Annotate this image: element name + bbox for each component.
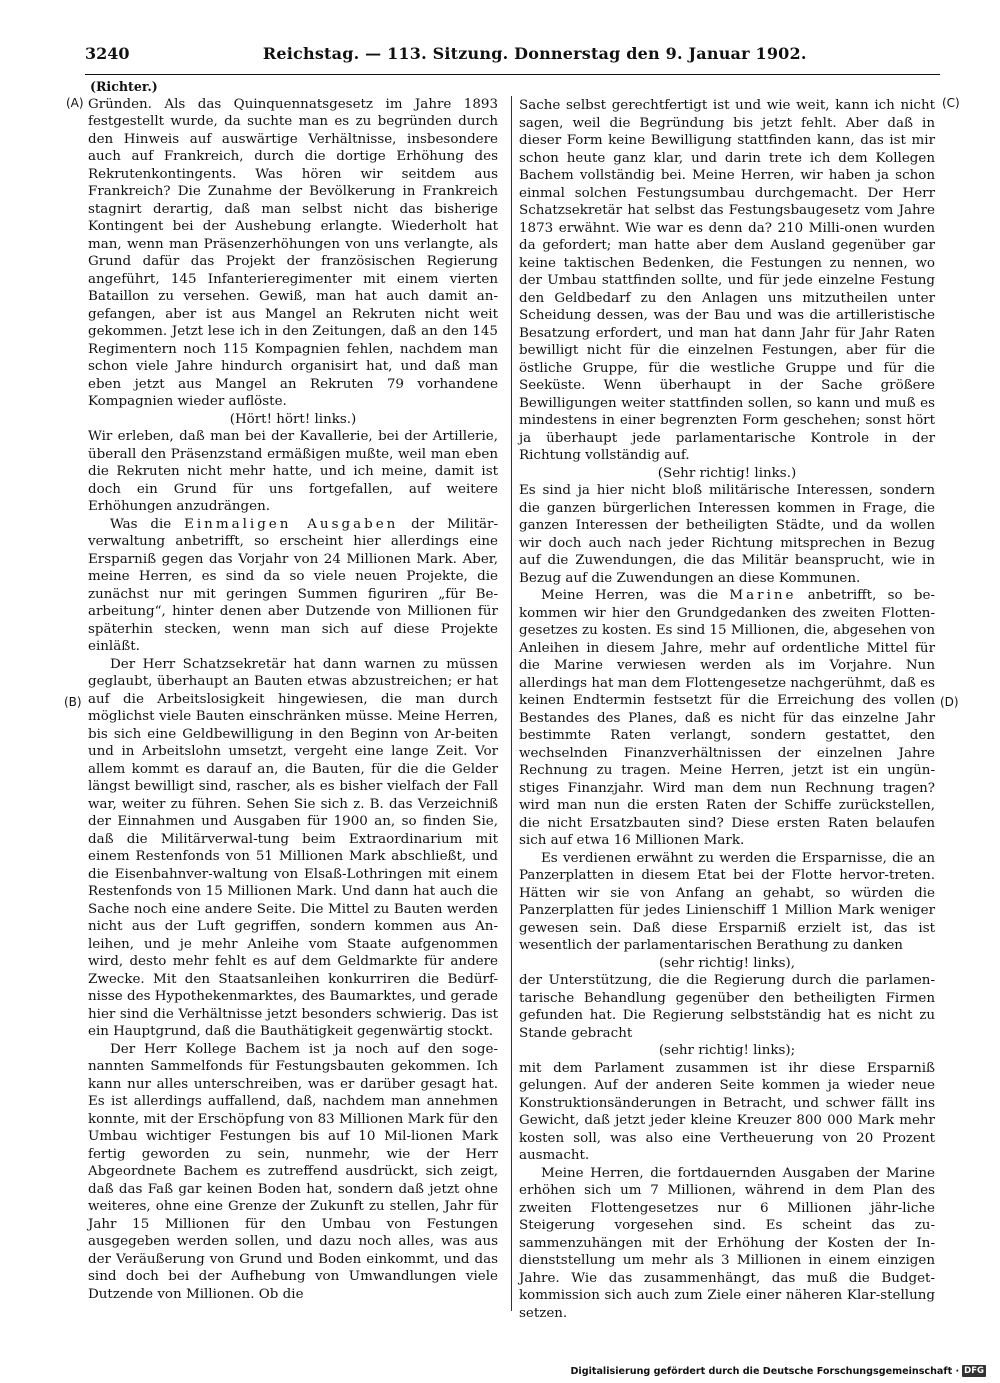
margin-mark-c: (C) [942, 96, 960, 110]
margin-mark-d: (D) [940, 695, 959, 709]
footer-credit: Digitalisierung gefördert durch die Deutsche Forschungsgemeinschaft · [570, 1365, 960, 1377]
column-divider [511, 96, 512, 1311]
paragraph: Der Herr Kollege Bachem ist ja noch auf den soge-nannten Sammelfonds für Festungsbauten gekommen. Ich kann nur alles unterschreiben, was er darüber gesagt hat. Es ist allerdings auffallend, daß, nachdem man annehmen konnte, mit der Erschöpfung von 83 Millionen Mark für den Umbau wichtiger Festungen bis auf 10 Mil-lionen Mark fertig geworden zu sein, nunmehr, wie der Herr Abgeordnete Bachem es zutreffend ausdrückt, sich zeigt, daß das Faß gar keinen Boden hat, sondern daß jetzt ohne weiteres, ohne eine Grenze der Zukunft zu stellen, Jahr für Jahr 15 Millionen für den Umbau von Festungen ausgegeben werden sollen, und dazu noch alles, was aus der Veräußerung von Grund und Boden einkommt, und das sind doch bei der Aufhebung von Umwandlungen viele Dutzende von Millionen. Ob die [88, 1041, 498, 1302]
page-number: 3240 [85, 44, 130, 63]
paragraph: Der Herr Schatzsekretär hat dann warnen zu müssen geglaubt, überhaupt an Bauten etwas abzustreichen; er hat auf die Arbeitslosigkeit hingewiesen, die man durch möglichst viele Bauten einschränken müsse. Meine Herren, bis sich eine Geldbewilligung in den Beginn von Ar-beiten und in Arbeitslohn umsetzt, vergeht eine lange Zeit. Vor allem kommt es darauf an, die Bauten, für die die Gelder längst bewilligt sind, rascher, als es bisher vielfach der Fall war, weiter zu führen. Sehen Sie sich z. B. das Verzeichniß der Einnahmen und Ausgaben für 1900 an, so finden Sie, daß die Militärverwal-tung beim Extraordinarium mit einem Restenfonds von 51 Millionen Mark abschließt, und die Eisenbahnver-waltung von Elsaß-Lothringen mit einem Restenfonds von 15 Millionen Mark. Und dann hat auch die Sache noch eine andere Seite. Die Mittel zu Bauten werden nicht aus der Luft gegriffen, sondern kommen aus An-leihen, und je mehr Anleihe vom Staate aufgenommen wird, desto mehr fehlt es auf dem Geldmarkte für andere Zwecke. Mit den Staatsanleihen konkurriren die Bedürf-nisse des Hypothekenmarktes, des Baumarktes, und gerade hier sind die Verhältnisse jetzt besonders schwierig. Das ist ein Hauptgrund, daß die Bauthätigkeit gegenwärtig stockt. [88, 656, 498, 1039]
dfg-logo: DFG [964, 1366, 984, 1376]
paragraph: Sache selbst gerechtfertigt ist und wie weit, kann ich nicht sagen, weil die Begründung bis jetzt fehlt. Aber daß in dieser Form keine Bewilligung stattfinden kann, das ist mir schon heute ganz klar, und darin trete ich dem Kollegen Bachem vollständig bei. Meine Herren, wir haben ja schon einmal solchen Festungsumbau durchgemacht. Der Herr Schatzsekretär hat selbst das Festungsbaugesetz vom Jahre 1873 erwähnt. Wie war es denn da? 210 Milli-onen wurden da gefordert; man hatte aber dem Ausland gegenüber gar keine taktischen Bedenken, die Festungen zu nennen, wo der Umbau stattfinden sollte, und für jede einzelne Festung den Geldbedarf zu den Anlagen uns mitzutheilen unter Scheidung dessen, was der Bau und was die artilleristische Besatzung erfordert, und man hat dann Jahr für Jahr Raten bewilligt nicht für die einzelnen Festungen, aber für die östliche Gruppe, für die westliche Gruppe und für die Seeküste. Wenn überhaupt in der Sache größere Bewilligungen weiter stattfinden sollen, so kann und muß es mindestens in einer begrenzten Form geschehen; sonst hört ja überhaupt jede parlamentarische Kontrole in der Richtung vollständig auf. [519, 98, 935, 463]
reaction: (sehr richtig! links); [658, 1043, 796, 1058]
emphasized-text: Einmaligen Ausgaben [184, 516, 399, 532]
footer [570, 1364, 986, 1378]
page-title: Reichstag. — 113. Sitzung. Donnerstag den 9. Januar 1902. [262, 44, 807, 63]
paragraph: der Unterstützung, die die Regierung durch die parlamen-tarische Behandlung gegenüber den betheiligten Firmen gefunden hat. Die Regierung selbstständig hat es nicht zu Stande gebracht [519, 973, 935, 1041]
emphasized-text: Marine [729, 588, 797, 603]
reaction: (Sehr richtig! links.) [657, 465, 797, 481]
header-rule [85, 74, 940, 75]
paragraph: Es verdienen erwähnt zu werden die Ersparnisse, die an Panzerplatten in diesem Etat bei der Flotte hervor-treten. Hätten wir sie von Anfang an gehabt, so würden die Panzerplatten für jedes Linienschiff 1 Million Mark weniger gewesen sein. Daß diese Ersparniß erzielt ist, das ist wesentlich der parlamentarischen Berathung zu danken [519, 850, 935, 953]
paragraph [88, 516, 498, 656]
paragraph: Meine Herren, die fortdauernden Ausgaben der Marine erhöhen sich um 7 Millionen, während in dem Plan des zweiten Flottengesetzes nur 6 Millionen jähr-liche Steigerung vorgesehen sind. Es scheint das zu-sammenzuhängen mit der Erhöhung der Kosten der In-dienststellung um mehr als 3 Millionen in einem einzigen Jahre. Wie das zusammenhängt, das muß die Budget-kommission sich auch zum Ziele einer näheren Klar-stellung setzen. [519, 1165, 935, 1321]
reaction: (sehr richtig! links), [658, 955, 796, 971]
paragraph: Es sind ja hier nicht bloß militärische Interessen, sondern die ganzen bürgerlichen Interessen kommen in Frage, die ganzen Interessen der betheiligten Städte, und da wollen wir doch auch nach jeder Richtung mitsprechen in Bezug auf die Zuwendungen, die das Militär beansprucht, wie in Bezug auf die Zuwendungen an diese Kommunen. [519, 483, 935, 586]
paragraph: mit dem Parlament zusammen ist ihr diese Ersparniß gelungen. Auf der anderen Seite kommen ja wieder neue Konstruktionsänderungen in Betracht, und schwer fällt ins Gewicht, daß jetzt jeder kleine Kreuzer 800 000 Mark mehr kosten soll, was also eine Vertheuerung von 20 Prozent ausmacht. [519, 1060, 935, 1163]
right-column [519, 97, 935, 1322]
paragraph: Wir erleben, daß man bei der Kavallerie, bei der Artillerie, überall den Präsenzstand ermäßigen mußte, weil man eben die Rekruten nicht mehr hatte, und ich meine, damit ist doch ein Grund für uns fortgefallen, auf weitere Erhöhungen anzudrängen. [88, 429, 498, 514]
paragraph [519, 587, 935, 850]
text-rest: der Militär-verwaltung anbetrifft, so erscheint hier allerdings eine Ersparniß gegen das Vorjahr von 24 Millionen Mark. Aber, meine Herren, es sind da so viele neuen Projekte, die zunächst nur mit geringen Summen figuriren „für Be-arbeitung“, hinter denen aber Dutzende von Millionen für späterhin stecken, wenn man sich auf diese Projekte einläßt. [88, 516, 498, 654]
margin-mark-a: (A) [66, 96, 84, 110]
text-lead: Was die [110, 516, 172, 532]
reaction: (Hört! hört! links.) [229, 411, 357, 427]
left-column [88, 78, 498, 1303]
speaker-label: (Richter.) [90, 79, 158, 94]
margin-mark-b: (B) [64, 695, 82, 709]
paragraph: Gründen. Als das Quinquennatsgesetz im Jahre 1893 festgestellt wurde, da suchte man es zu begründen durch den Hinweis auf auswärtige Verhältnisse, insbesondere auch auf Frankreich, durch die dortige Erhöhung des Rekrutenkontingents. Was hören wir seitdem aus Frankreich? Die Zunahme der Bevölkerung in Frankreich stagnirt derartig, daß man selbst nicht das bisherige Kontingent bei der Aushebung erlangte. Wiederholt hat man, wenn man Präsenzerhöhungen von uns verlangte, als Grund dafür das Projekt der französischen Regierung angeführt, 145 Infanterieregimenter mit einem vierten Bataillon zu versehen. Gewiß, man hat auch damit an-gefangen, aber ist aus Mangel an Rekruten nicht weit gekommen. Jetzt lese ich in den Zeitungen, daß an den 145 Regimentern noch 115 Kompagnien fehlen, nachdem man schon viele Jahre hindurch organisirt hat, und daß man eben jetzt aus Mangel an Rekruten 79 vorhandene Kompagnien wieder auflöste. [88, 96, 498, 409]
text-lead: Meine Herren, was die [541, 588, 719, 603]
text-rest: anbetrifft, so be-kommen wir hier den Grundgedanken des zweiten Flotten-gesetzes zu kosten. Es sind 15 Millionen, die, abgesehen von Anleihen in diesem Jahre, mehr auf ordentliche Mittel für die Marine verwiesen werden als im Vorjahre. Nun allerdings hat man dem Flottengesetze nachgerühmt, daß es keinen Endtermin festsetzt für die Erreichung des vollen Bestandes des Planes, daß es nicht für das einzelne Jahr bestimmte Raten verlangt, sondern gestattet, den wechselnden Finanzverhältnissen der einzelnen Jahre Rechnung zu tragen. Meine Herren, jetzt ist ein ungün-stiges Finanzjahr. Wird man dem nun Rechnung tragen? wird man nun die ersten Raten der Schiffe zurückstellen, die nicht Ersatzbauten sind? Diese ersten Raten belaufen sich auf etwa 16 Millionen Mark. [519, 588, 935, 848]
page-header [85, 44, 940, 72]
